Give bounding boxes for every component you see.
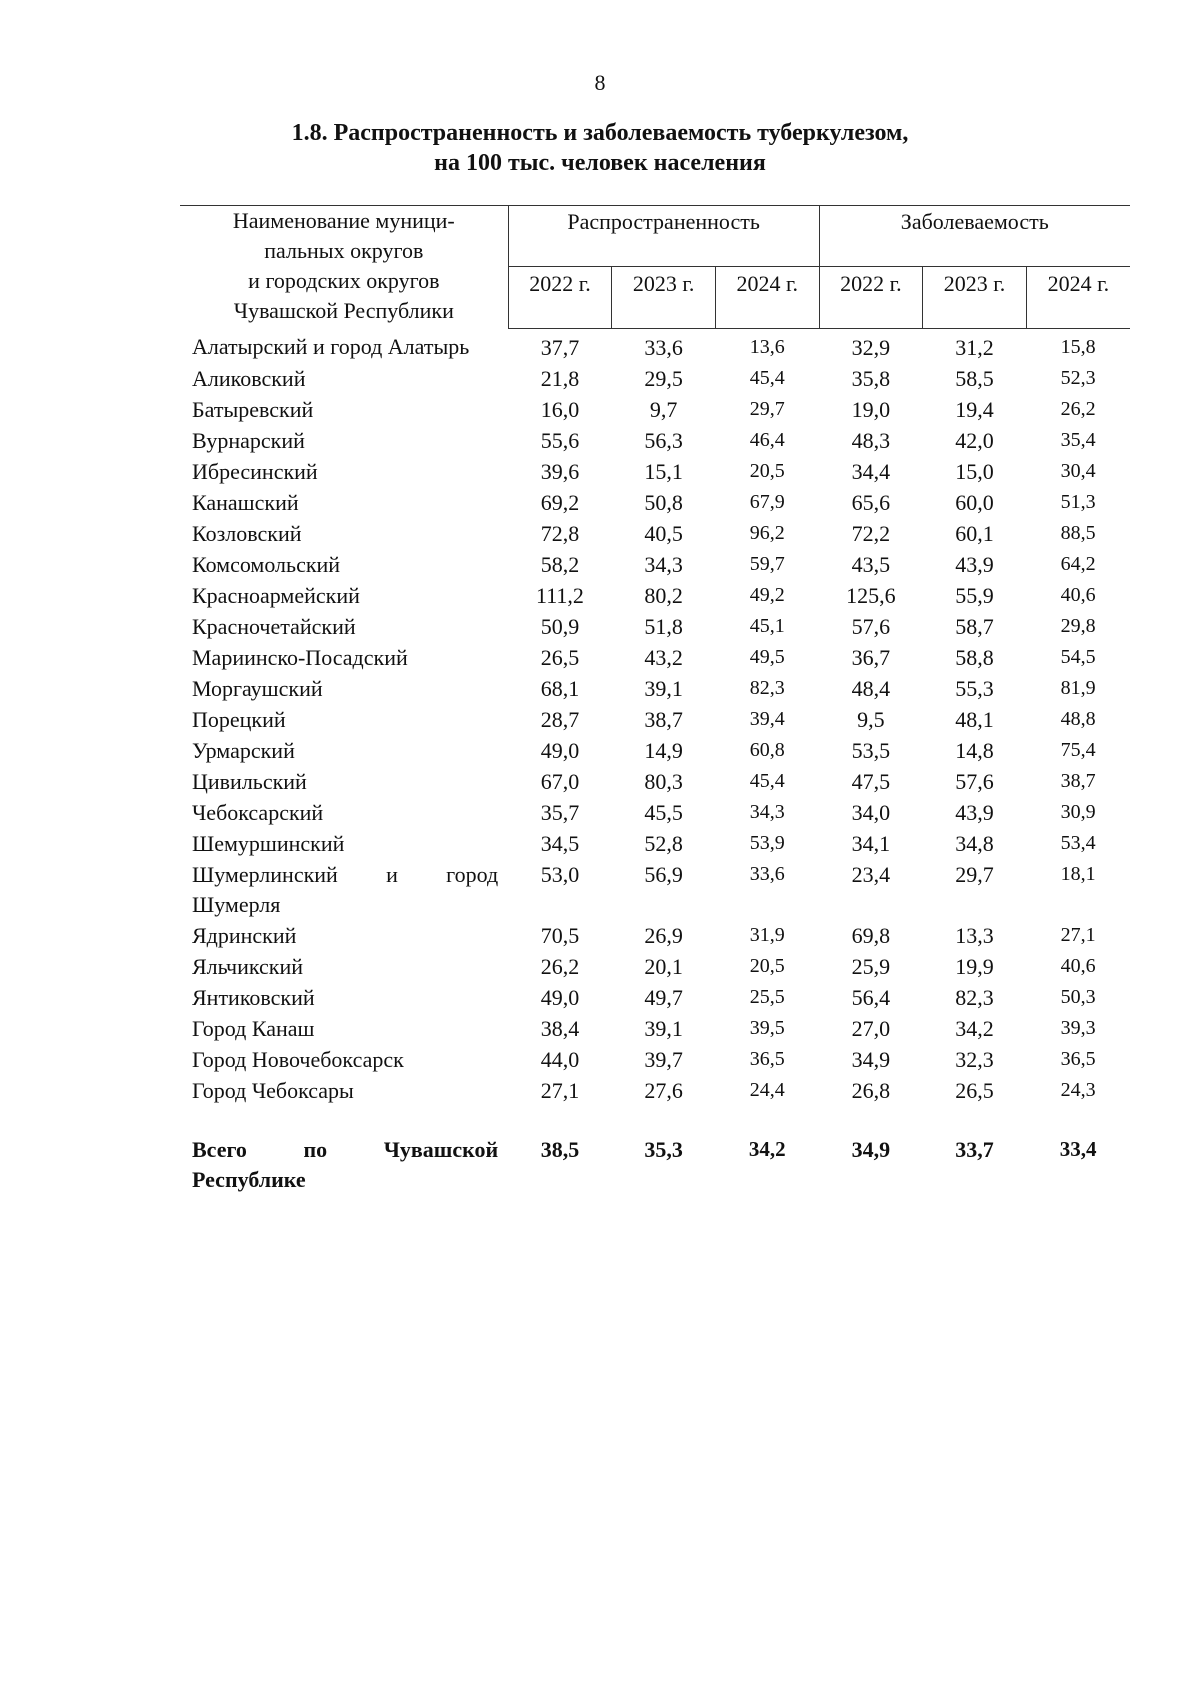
municipality-name: Красночетайский xyxy=(192,613,356,639)
value-cell: 9,5 xyxy=(857,706,885,732)
value-cell: 60,8 xyxy=(749,738,785,761)
value-cell: 39,6 xyxy=(540,458,580,484)
header-year: 2024 г. xyxy=(1026,267,1130,328)
value-cell: 26,5 xyxy=(540,644,580,670)
municipality-name: Янтиковский xyxy=(192,984,315,1010)
value-cell: 55,6 xyxy=(540,427,580,453)
table-row xyxy=(180,1044,1130,1075)
municipality-name: Вурнарский xyxy=(192,427,305,453)
municipality-name: Цивильский xyxy=(192,768,307,794)
municipality-name: Комсомольский xyxy=(192,551,341,577)
value-cell: 58,5 xyxy=(955,365,994,391)
value-cell: 24,4 xyxy=(749,1078,785,1101)
value-cell: 38,7 xyxy=(644,706,683,732)
table-row xyxy=(180,859,1130,920)
value-cell: 34,2 xyxy=(955,1015,994,1041)
value-cell: 45,5 xyxy=(644,799,683,825)
value-cell: 26,2 xyxy=(540,953,580,979)
value-cell: 60,1 xyxy=(955,520,994,546)
value-cell: 96,2 xyxy=(749,521,785,544)
value-cell: 31,9 xyxy=(749,923,785,946)
value-cell: 57,6 xyxy=(851,613,891,639)
value-cell: 31,2 xyxy=(955,334,994,360)
value-cell: 60,0 xyxy=(955,489,994,515)
spacer-row xyxy=(180,1106,1130,1134)
value-cell: 34,8 xyxy=(955,830,994,856)
table-row xyxy=(180,487,1130,518)
value-cell: 26,5 xyxy=(955,1077,994,1103)
value-cell: 34,3 xyxy=(749,800,785,823)
value-cell: 55,3 xyxy=(955,675,994,701)
header-year: 2022 г. xyxy=(508,267,612,328)
value-cell: 23,4 xyxy=(851,861,891,887)
value-cell: 34,0 xyxy=(851,799,891,825)
value-cell: 15,0 xyxy=(955,458,994,484)
value-cell: 29,7 xyxy=(955,861,994,887)
value-cell: 67,0 xyxy=(540,768,580,794)
value-cell: 40,5 xyxy=(644,520,683,546)
value-cell: 48,8 xyxy=(1060,707,1096,730)
value-cell: 57,6 xyxy=(955,768,994,794)
municipality-name: Яльчикский xyxy=(192,953,303,979)
value-cell: 43,5 xyxy=(851,551,891,577)
tuberculosis-table-wrapper xyxy=(180,205,1130,1195)
value-cell: 72,2 xyxy=(851,520,891,546)
value-cell: 13,3 xyxy=(955,922,994,948)
value-cell: 58,8 xyxy=(955,644,994,670)
page-number: 8 xyxy=(594,70,606,95)
municipality-name: Алатырский и город Алатырь xyxy=(192,334,470,359)
value-cell: 33,6 xyxy=(644,334,683,360)
value-cell: 25,5 xyxy=(749,985,785,1008)
value-cell: 68,1 xyxy=(540,675,580,701)
table-row xyxy=(180,920,1130,951)
value-cell: 38,7 xyxy=(1060,769,1096,792)
municipality-name: Мариинско-Посадский xyxy=(192,644,408,670)
value-cell: 44,0 xyxy=(540,1046,580,1072)
header-prevalence: Распространенность xyxy=(508,206,819,267)
value-cell: 39,1 xyxy=(644,675,683,701)
value-cell: 49,7 xyxy=(644,984,683,1010)
municipality-name: Красноармейский xyxy=(192,582,360,608)
value-cell: 111,2 xyxy=(536,582,584,608)
value-cell: 51,8 xyxy=(644,613,683,639)
value-cell: 42,0 xyxy=(955,427,994,453)
value-cell: 72,8 xyxy=(540,520,580,546)
value-cell: 26,8 xyxy=(851,1077,891,1103)
value-cell: 58,7 xyxy=(955,613,994,639)
table-row xyxy=(180,951,1130,982)
header-municipality-line-2: пальных округов xyxy=(264,238,424,263)
table-row xyxy=(180,363,1130,394)
table-row xyxy=(180,425,1130,456)
value-cell: 64,2 xyxy=(1060,552,1096,575)
municipality-name: Канашский xyxy=(192,489,299,515)
header-municipality-line-4: Чувашской Республики xyxy=(233,298,454,323)
value-cell: 20,1 xyxy=(644,953,683,979)
value-cell: 39,3 xyxy=(1060,1016,1096,1039)
header-year: 2022 г. xyxy=(819,267,923,328)
value-cell: 33,4 xyxy=(1059,1136,1097,1161)
value-cell: 43,9 xyxy=(955,799,994,825)
value-cell: 38,5 xyxy=(540,1136,580,1162)
value-cell: 75,4 xyxy=(1060,738,1096,761)
value-cell: 26,2 xyxy=(1060,397,1096,420)
table-row xyxy=(180,328,1130,363)
value-cell: 20,5 xyxy=(749,954,785,977)
table-row xyxy=(180,704,1130,735)
value-cell: 19,4 xyxy=(955,396,994,422)
value-cell: 53,9 xyxy=(749,831,785,854)
value-cell: 9,7 xyxy=(649,396,678,422)
value-cell: 19,9 xyxy=(955,953,994,979)
value-cell: 30,9 xyxy=(1060,800,1096,823)
value-cell: 14,9 xyxy=(644,737,683,763)
municipality-name: Чебоксарский xyxy=(192,799,324,825)
table-row xyxy=(180,580,1130,611)
value-cell: 25,9 xyxy=(851,953,891,979)
value-cell: 47,5 xyxy=(851,768,891,794)
value-cell: 46,4 xyxy=(749,428,785,451)
table-row xyxy=(180,673,1130,704)
value-cell: 50,3 xyxy=(1060,985,1096,1008)
value-cell: 35,4 xyxy=(1060,428,1096,451)
header-year: 2023 г. xyxy=(923,267,1027,328)
value-cell: 56,9 xyxy=(644,861,683,887)
value-cell: 49,2 xyxy=(749,583,785,606)
municipality-name: Шемуршинский xyxy=(192,830,345,856)
value-cell: 125,6 xyxy=(846,582,896,608)
value-cell: 34,9 xyxy=(851,1046,891,1072)
table-row xyxy=(180,611,1130,642)
value-cell: 29,8 xyxy=(1060,614,1096,637)
value-cell: 34,4 xyxy=(851,458,891,484)
header-municipality xyxy=(180,206,508,329)
value-cell: 30,4 xyxy=(1060,459,1096,482)
value-cell: 70,5 xyxy=(540,922,580,948)
value-cell: 33,6 xyxy=(749,862,785,885)
municipality-name: Город Канаш xyxy=(192,1015,315,1041)
value-cell: 45,4 xyxy=(749,769,785,792)
table-row xyxy=(180,394,1130,425)
value-cell: 36,5 xyxy=(749,1047,785,1070)
value-cell: 50,8 xyxy=(644,489,683,515)
value-cell: 39,5 xyxy=(749,1016,785,1039)
value-cell: 13,6 xyxy=(749,335,785,358)
municipality-name: Козловский xyxy=(192,520,302,546)
value-cell: 81,9 xyxy=(1060,676,1096,699)
municipality-name: Порецкий xyxy=(192,706,286,732)
value-cell: 80,3 xyxy=(644,768,683,794)
municipality-name: Урмарский xyxy=(192,737,295,763)
value-cell: 28,7 xyxy=(540,706,580,732)
value-cell: 49,0 xyxy=(540,737,580,763)
value-cell: 53,4 xyxy=(1060,831,1096,854)
value-cell: 45,4 xyxy=(749,366,785,389)
value-cell: 58,2 xyxy=(540,551,580,577)
value-cell: 49,0 xyxy=(540,984,580,1010)
value-cell: 67,9 xyxy=(749,490,785,513)
value-cell: 49,5 xyxy=(749,645,785,668)
value-cell: 80,2 xyxy=(644,582,683,608)
header-year: 2023 г. xyxy=(612,267,716,328)
value-cell: 35,7 xyxy=(540,799,580,825)
value-cell: 36,7 xyxy=(851,644,891,670)
value-cell: 82,3 xyxy=(749,676,785,699)
table-row xyxy=(180,642,1130,673)
value-cell: 35,3 xyxy=(644,1136,683,1162)
value-cell: 43,2 xyxy=(644,644,683,670)
table-row xyxy=(180,982,1130,1013)
municipality-name: Всего по Чувашской Республике xyxy=(192,1136,499,1192)
table-row xyxy=(180,456,1130,487)
value-cell: 48,1 xyxy=(955,706,994,732)
value-cell: 52,3 xyxy=(1060,366,1096,389)
value-cell: 56,3 xyxy=(644,427,683,453)
value-cell: 51,3 xyxy=(1060,490,1096,513)
value-cell: 27,6 xyxy=(644,1077,683,1103)
table-row xyxy=(180,1013,1130,1044)
value-cell: 82,3 xyxy=(955,984,994,1010)
value-cell: 33,7 xyxy=(955,1136,994,1162)
value-cell: 15,8 xyxy=(1060,335,1096,358)
value-cell: 40,6 xyxy=(1060,954,1096,977)
municipality-name: Батыревский xyxy=(192,396,314,422)
value-cell: 39,1 xyxy=(644,1015,683,1041)
header-municipality-line-1: Наименование муници- xyxy=(232,208,455,233)
value-cell: 26,9 xyxy=(644,922,683,948)
value-cell: 43,9 xyxy=(955,551,994,577)
value-cell: 14,8 xyxy=(955,737,994,763)
table-title xyxy=(0,118,1200,178)
spacer-cell xyxy=(180,1106,1130,1134)
value-cell: 59,7 xyxy=(749,552,785,575)
table-row xyxy=(180,549,1130,580)
municipality-name: Ядринский xyxy=(192,922,297,948)
value-cell: 35,8 xyxy=(851,365,891,391)
value-cell: 53,5 xyxy=(851,737,891,763)
table-row xyxy=(180,735,1130,766)
table-row xyxy=(180,797,1130,828)
value-cell: 16,0 xyxy=(540,396,580,422)
value-cell: 69,8 xyxy=(851,922,891,948)
value-cell: 34,5 xyxy=(540,830,580,856)
municipality-name: Моргаушский xyxy=(192,675,323,701)
value-cell: 88,5 xyxy=(1060,521,1096,544)
value-cell: 24,3 xyxy=(1060,1078,1096,1101)
table-row xyxy=(180,518,1130,549)
value-cell: 18,1 xyxy=(1060,862,1096,885)
value-cell: 40,6 xyxy=(1060,583,1096,606)
value-cell: 34,9 xyxy=(851,1136,891,1162)
value-cell: 27,0 xyxy=(851,1015,891,1041)
value-cell: 36,5 xyxy=(1060,1047,1096,1070)
value-cell: 39,4 xyxy=(749,707,785,730)
municipality-name: Аликовский xyxy=(192,365,306,391)
value-cell: 54,5 xyxy=(1060,645,1096,668)
value-cell: 34,3 xyxy=(644,551,683,577)
municipality-name: Шумерлинский и город Шумерля xyxy=(192,861,499,917)
value-cell: 29,5 xyxy=(644,365,683,391)
value-cell: 32,3 xyxy=(955,1046,994,1072)
value-cell: 45,1 xyxy=(749,614,785,637)
value-cell: 38,4 xyxy=(540,1015,580,1041)
tuberculosis-table xyxy=(180,205,1130,1195)
value-cell: 48,3 xyxy=(851,427,891,453)
value-cell: 32,9 xyxy=(851,334,891,360)
value-cell: 56,4 xyxy=(851,984,891,1010)
value-cell: 20,5 xyxy=(749,459,785,482)
table-title-line-2: на 100 тыс. человек населения xyxy=(434,150,766,176)
value-cell: 48,4 xyxy=(851,675,891,701)
header-incidence: Заболеваемость xyxy=(819,206,1130,267)
table-header xyxy=(180,206,1130,329)
value-cell: 53,0 xyxy=(540,861,580,887)
value-cell: 29,7 xyxy=(749,397,785,420)
table-row xyxy=(180,1075,1130,1106)
municipality-name: Ибресинский xyxy=(192,458,318,484)
municipality-name: Город Новочебоксарск xyxy=(192,1046,404,1072)
table-title-line-1: 1.8. Распространенность и заболеваемость туберкулезом, xyxy=(291,120,909,146)
value-cell: 34,1 xyxy=(851,830,891,856)
value-cell: 15,1 xyxy=(644,458,683,484)
total-row xyxy=(180,1134,1130,1195)
value-cell: 65,6 xyxy=(851,489,891,515)
value-cell: 55,9 xyxy=(955,582,994,608)
value-cell: 34,2 xyxy=(748,1136,786,1161)
value-cell: 39,7 xyxy=(644,1046,683,1072)
value-cell: 27,1 xyxy=(540,1077,580,1103)
table-body xyxy=(180,328,1130,1195)
header-municipality-line-3: и городских округов xyxy=(248,268,440,293)
table-row xyxy=(180,766,1130,797)
value-cell: 52,8 xyxy=(644,830,683,856)
value-cell: 19,0 xyxy=(851,396,891,422)
value-cell: 50,9 xyxy=(540,613,580,639)
table-row xyxy=(180,828,1130,859)
municipality-name: Город Чебоксары xyxy=(192,1077,354,1103)
value-cell: 69,2 xyxy=(540,489,580,515)
value-cell: 37,7 xyxy=(540,334,580,360)
value-cell: 21,8 xyxy=(540,365,580,391)
header-year: 2024 г. xyxy=(715,267,819,328)
value-cell: 27,1 xyxy=(1060,923,1096,946)
